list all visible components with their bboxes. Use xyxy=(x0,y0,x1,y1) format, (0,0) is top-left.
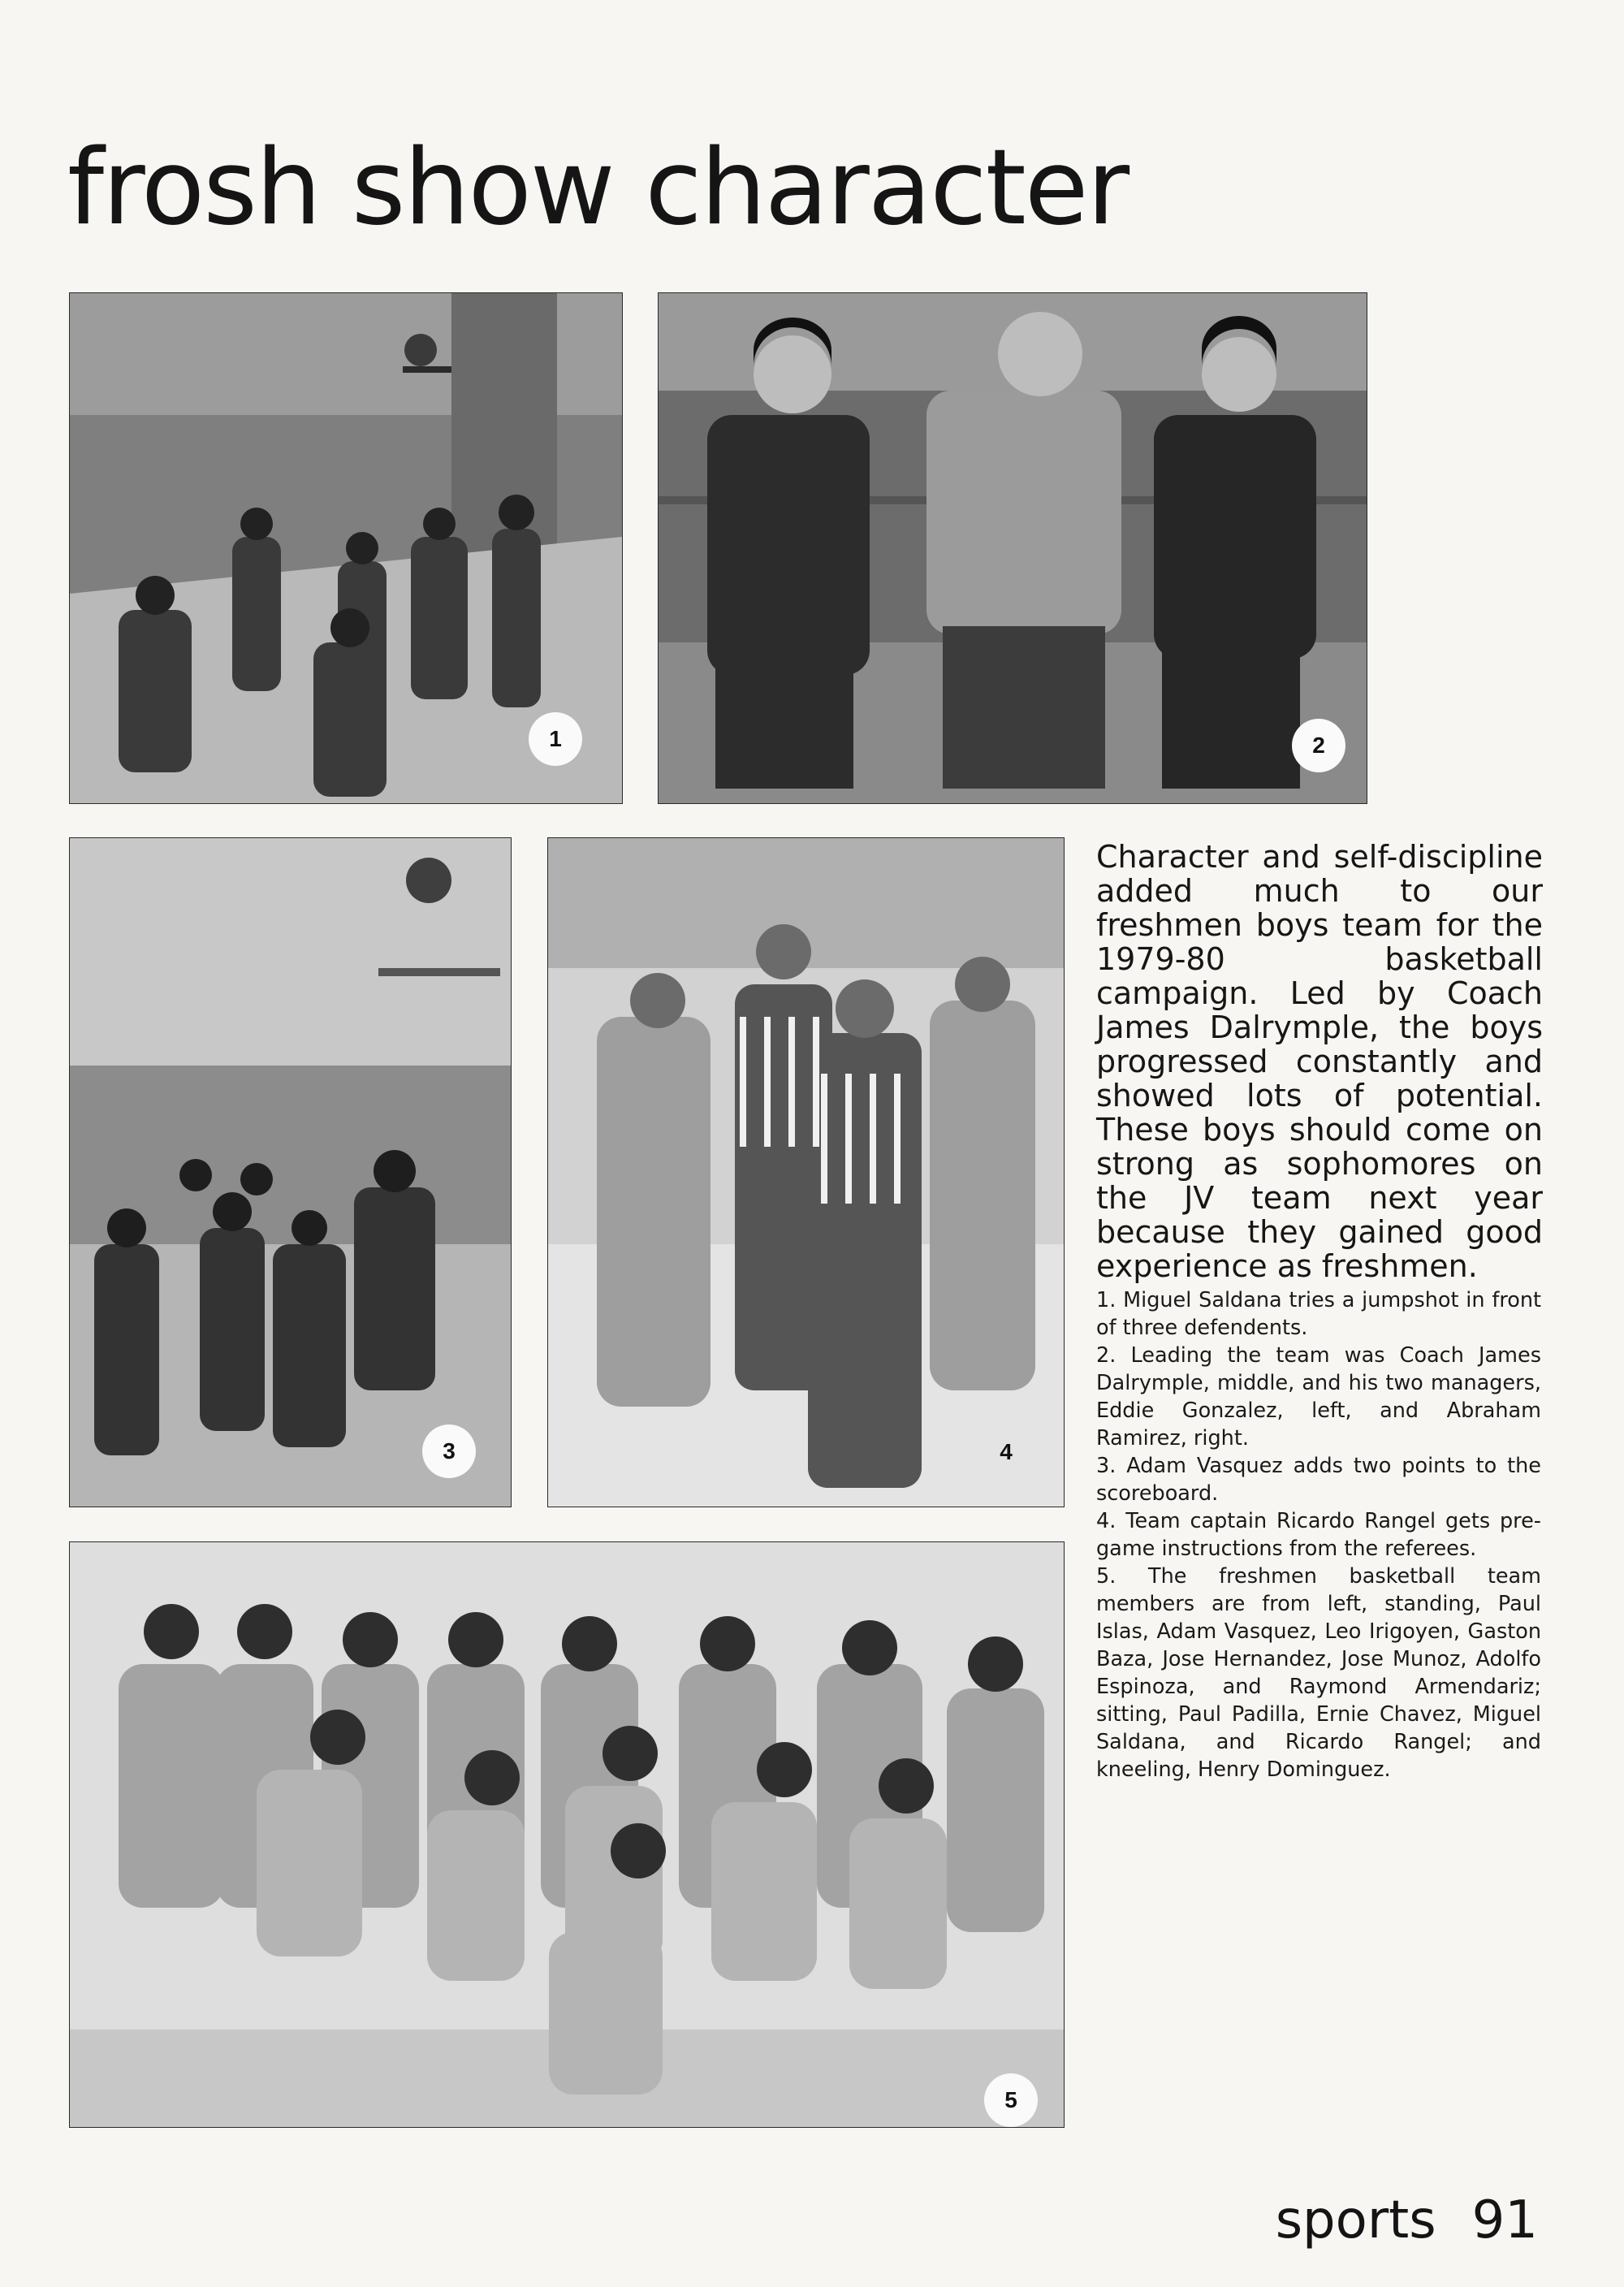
photo-2-image xyxy=(659,293,1367,803)
photo-4-referees xyxy=(547,837,1065,1507)
caption-item: 4. Team captain Ricardo Rangel gets pre-game instructions from the referees. xyxy=(1096,1509,1541,1561)
photo-3-image xyxy=(70,838,511,1507)
photo-captions xyxy=(1096,1286,1541,1783)
photo-5-team-portrait xyxy=(69,1541,1065,2128)
caption-item: 3. Adam Vasquez adds two points to the scoreboard. xyxy=(1096,1454,1541,1506)
photo-4-image xyxy=(548,838,1064,1507)
page-folio xyxy=(1275,2190,1538,2250)
caption-item: 1. Miguel Saldana tries a jumpshot in front of three defendents. xyxy=(1096,1288,1541,1340)
page-number: 91 xyxy=(1471,2190,1538,2250)
article-body: Character and self-discipline added much to our freshmen boys team for the 1979-80 basketball campaign. Led by Coach James Dalrymple, the boys progressed constantly and showed lots of potential. These boys should come on strong as sophomores on the JV team next year because they gained good experience as freshmen. xyxy=(1096,839,1543,1284)
page-title: frosh show character xyxy=(67,128,1129,249)
photo-badge: 1 xyxy=(529,712,582,766)
photo-badge: 3 xyxy=(422,1425,476,1478)
photo-5-image xyxy=(70,1542,1064,2127)
photo-3-shooter xyxy=(69,837,512,1507)
photo-badge: 5 xyxy=(984,2073,1038,2127)
photo-badge: 4 xyxy=(1000,1439,1013,1464)
section-label: sports xyxy=(1275,2190,1436,2250)
caption-item: 2. Leading the team was Coach James Dalrymple, middle, and his two managers, Eddie Gonzalez, left, and Abraham Ramirez, right. xyxy=(1096,1343,1541,1450)
photo-2-coach-managers xyxy=(658,292,1367,804)
photo-badge: 2 xyxy=(1292,719,1345,772)
photo-1-jumpshot xyxy=(69,292,623,804)
caption-item: 5. The freshmen basketball team members are from left, standing, Paul Islas, Adam Vasquez, Leo Irigoyen, Gaston Baza, Jose Hernandez, Jose Munoz, Adolfo Espinoza, and Raymond Armendariz; sitting, Paul Padilla, Ernie Chavez, Miguel Saldana, and Ricardo Rangel; and kneeling, Henry Dominguez. xyxy=(1096,1564,1541,1782)
